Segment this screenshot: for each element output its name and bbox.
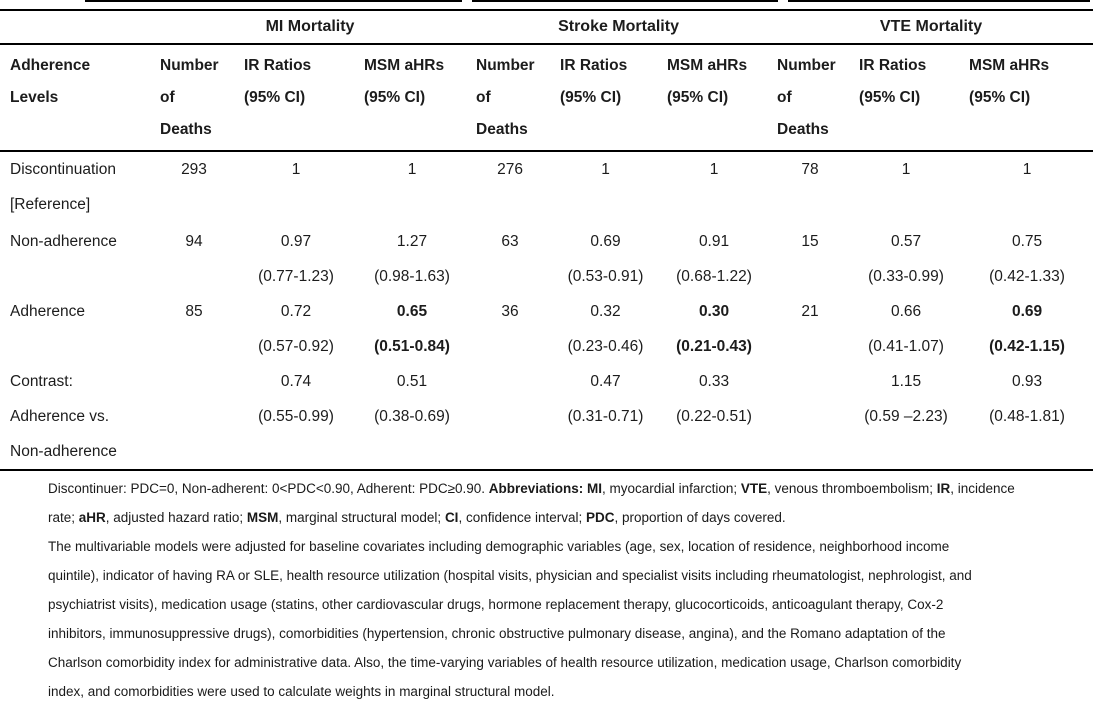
table-cell xyxy=(659,224,769,294)
col-header-ir-ratios-mi xyxy=(236,44,356,151)
footnote-line: rate; aHR, adjusted hazard ratio; MSM, marginal structural model; CI, confidence interval; PDC, proportion of days covered. xyxy=(48,510,786,525)
table-cell xyxy=(356,294,468,364)
cell-line: 0.75 xyxy=(1011,233,1043,250)
row-label-line: Non-adherence xyxy=(10,443,117,460)
col-header-ir-ratios-vte xyxy=(851,44,961,151)
table-cell xyxy=(851,224,961,294)
table-cell xyxy=(961,151,1093,224)
col-header-number-of-deaths-stroke xyxy=(468,44,552,151)
col-header-msm-ahrs-stroke xyxy=(659,44,769,151)
header-line: IR Ratios xyxy=(560,57,628,74)
header-line: Number xyxy=(476,57,535,74)
cell-line: 1 xyxy=(407,161,417,178)
top-rule-segment-stroke xyxy=(472,0,778,2)
cell-line: (0.53-0.91) xyxy=(567,268,644,285)
table-cell xyxy=(468,224,552,294)
header-line: Deaths xyxy=(777,121,829,138)
cell-line: 1.27 xyxy=(396,233,428,250)
header-line: (95% CI) xyxy=(969,89,1031,106)
cell-line: 78 xyxy=(801,161,819,178)
cell-line: 94 xyxy=(185,233,203,250)
cell-line: 1 xyxy=(601,161,610,178)
table-row xyxy=(0,224,1093,294)
table-cell xyxy=(356,224,468,294)
cell-line: 293 xyxy=(181,161,207,178)
header-line: IR Ratios xyxy=(859,57,927,74)
cell-line: (0.42-1.15) xyxy=(989,338,1065,355)
cell-line: 0.47 xyxy=(590,373,621,390)
col-header-ir-ratios-stroke xyxy=(552,44,659,151)
cell-line: (0.77-1.23) xyxy=(258,268,334,285)
table-cell xyxy=(552,224,659,294)
group-header-mi-mortality: MI Mortality xyxy=(152,10,468,44)
table-cell xyxy=(468,364,552,470)
table-body xyxy=(0,151,1093,470)
table-cell xyxy=(236,151,356,224)
footnote-line: quintile), indicator of having RA or SLE, health resource utilization (hospital visits, physician and specialist visits including rheumatologist, nephrologist, and xyxy=(48,568,972,583)
table-cell xyxy=(851,151,961,224)
cell-line: (0.68-1.22) xyxy=(676,268,752,285)
header-line: Levels xyxy=(10,89,59,106)
col-header-number-of-deaths-vte xyxy=(769,44,851,151)
row-label-line: Non-adherence xyxy=(10,233,117,250)
header-line: MSM aHRs xyxy=(364,57,445,74)
table-cell xyxy=(659,364,769,470)
header-line: Adherence xyxy=(10,57,91,74)
cell-line: (0.42-1.33) xyxy=(989,268,1065,285)
header-line: (95% CI) xyxy=(244,89,306,106)
row-label-line: Adherence xyxy=(10,303,85,320)
table-cell xyxy=(961,294,1093,364)
header-line: of xyxy=(160,89,175,106)
table-cell xyxy=(152,151,236,224)
footnote-line: psychiatrist visits), medication usage (statins, other cardiovascular drugs, hormone replacement therapy, glucocorticoids, anticoagulant therapy, Cox-2 xyxy=(48,597,944,612)
cell-line: (0.41-1.07) xyxy=(868,338,944,355)
table-cell xyxy=(236,224,356,294)
cell-line: 0.30 xyxy=(698,303,730,320)
table-cell xyxy=(552,294,659,364)
cell-line: 36 xyxy=(501,303,519,320)
cell-line: 1 xyxy=(291,161,301,178)
table-row xyxy=(0,151,1093,224)
cell-line: (0.51-0.84) xyxy=(374,338,450,355)
mortality-results-table xyxy=(0,9,1093,471)
header-line: IR Ratios xyxy=(244,57,312,74)
table-cell xyxy=(851,364,961,470)
header-line: of xyxy=(777,89,792,106)
row-label-line: [Reference] xyxy=(10,196,91,213)
table-cell xyxy=(769,224,851,294)
row-label xyxy=(0,294,152,364)
cell-line: (0.57-0.92) xyxy=(258,338,334,355)
cell-line: (0.21-0.43) xyxy=(676,338,752,355)
header-line: (95% CI) xyxy=(859,89,921,106)
row-label xyxy=(0,224,152,294)
cell-line: 15 xyxy=(801,233,819,250)
row-label xyxy=(0,151,152,224)
header-line: MSM aHRs xyxy=(667,57,748,74)
group-header-stub xyxy=(0,10,152,44)
cell-line: 0.74 xyxy=(280,373,312,390)
cell-line: 0.91 xyxy=(698,233,730,250)
cell-line: 0.33 xyxy=(698,373,730,390)
header-line: Number xyxy=(160,57,219,74)
table-cell xyxy=(769,151,851,224)
cell-line: (0.59 –2.23) xyxy=(864,408,948,425)
header-line: MSM aHRs xyxy=(969,57,1050,74)
cell-line: 1 xyxy=(709,161,719,178)
cell-line: 0.65 xyxy=(396,303,428,320)
table-row xyxy=(0,364,1093,470)
footnote-paragraph xyxy=(48,532,1088,706)
cell-line: 1 xyxy=(1022,161,1032,178)
cell-line: (0.22-0.51) xyxy=(676,408,752,425)
cell-line: (0.55-0.99) xyxy=(258,408,334,425)
header-line: Deaths xyxy=(160,121,212,138)
cell-line: 0.51 xyxy=(396,373,428,390)
table-cell xyxy=(961,364,1093,470)
footnote-line: Discontinuer: PDC=0, Non-adherent: 0<PDC<0.90, Adherent: PDC≥0.90. Abbreviations: MI, myocardial infarction; VTE, venous thromboembolism; IR, incidence xyxy=(48,481,1015,496)
row-label xyxy=(0,364,152,470)
table-cell xyxy=(851,294,961,364)
header-line: Number xyxy=(777,57,836,74)
cell-line: 0.93 xyxy=(1011,373,1043,390)
table-cell xyxy=(152,224,236,294)
header-line: of xyxy=(476,89,491,106)
cell-line: (0.38-0.69) xyxy=(374,408,450,425)
table-cell xyxy=(356,151,468,224)
table-cell xyxy=(236,294,356,364)
row-label-line: Adherence vs. xyxy=(10,408,110,425)
col-header-msm-ahrs-mi xyxy=(356,44,468,151)
header-line: Deaths xyxy=(476,121,528,138)
footnote-line: inhibitors, immunosuppressive drugs), comorbidities (hypertension, chronic obstructive pulmonary disease, angina), and the Romano adaptation of the xyxy=(48,626,946,641)
table-cell xyxy=(468,151,552,224)
cell-line: 21 xyxy=(801,303,819,320)
table-cell xyxy=(236,364,356,470)
group-header-row xyxy=(0,10,1093,44)
cell-line: (0.31-0.71) xyxy=(567,408,644,425)
header-line: (95% CI) xyxy=(667,89,729,106)
table-cell xyxy=(659,294,769,364)
group-header-vte-mortality: VTE Mortality xyxy=(769,10,1093,44)
table-cell xyxy=(152,294,236,364)
cell-line: (0.33-0.99) xyxy=(868,268,944,285)
cell-line: 1 xyxy=(901,161,911,178)
header-line: (95% CI) xyxy=(364,89,426,106)
col-header-msm-ahrs-vte xyxy=(961,44,1093,151)
table-row xyxy=(0,294,1093,364)
group-header-stroke-mortality: Stroke Mortality xyxy=(468,10,769,44)
top-rule-segment-vte xyxy=(788,0,1090,2)
cell-line: 63 xyxy=(501,233,519,250)
footnote-line: index, and comorbidities were used to calculate weights in marginal structural model. xyxy=(48,684,555,699)
cell-line: 1.15 xyxy=(890,373,922,390)
col-header-adherence-levels xyxy=(0,44,152,151)
cell-line: 0.72 xyxy=(280,303,312,320)
cell-line: (0.23-0.46) xyxy=(567,338,644,355)
top-rule-segment-mi xyxy=(85,0,462,2)
table-cell xyxy=(468,294,552,364)
column-header-row xyxy=(0,44,1093,151)
cell-line: (0.98-1.63) xyxy=(374,268,450,285)
table-cell xyxy=(152,364,236,470)
table-footnotes xyxy=(48,474,1088,706)
col-header-number-of-deaths-mi xyxy=(152,44,236,151)
cell-line: 0.66 xyxy=(890,303,922,320)
cell-line: 0.32 xyxy=(590,303,621,320)
footnote-line: Charlson comorbidity index for administrative data. Also, the time-varying variables of health resource utilization, medication usage, Charlson comorbidity xyxy=(48,655,962,670)
footnote-line: The multivariable models were adjusted for baseline covariates including demographic variables (age, sex, location of residence, neighborhood income xyxy=(48,539,950,554)
table-cell xyxy=(769,294,851,364)
row-label-line: Discontinuation xyxy=(10,161,116,178)
cell-line: 85 xyxy=(185,303,203,320)
table-cell xyxy=(769,364,851,470)
cell-line: 0.69 xyxy=(1011,303,1043,320)
cell-line: 0.57 xyxy=(890,233,922,250)
table-cell xyxy=(659,151,769,224)
table-cell xyxy=(552,364,659,470)
cell-line: (0.48-1.81) xyxy=(989,408,1065,425)
header-line: (95% CI) xyxy=(560,89,622,106)
table-cell xyxy=(356,364,468,470)
table-cell xyxy=(552,151,659,224)
cell-line: 0.69 xyxy=(590,233,621,250)
table-cell xyxy=(961,224,1093,294)
cell-line: 0.97 xyxy=(280,233,312,250)
footnote-paragraph xyxy=(48,474,1088,532)
row-label-line: Contrast: xyxy=(10,373,73,390)
cell-line: 276 xyxy=(497,161,523,178)
